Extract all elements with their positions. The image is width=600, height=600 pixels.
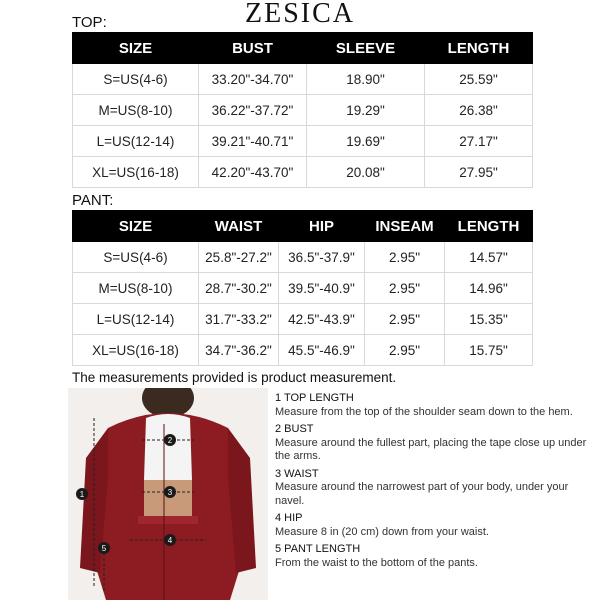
measurement-note: The measurements provided is product measurement. — [72, 370, 397, 385]
table-cell: 39.5"-40.9" — [279, 273, 365, 304]
table-row — [73, 304, 533, 335]
shorts-shape — [130, 518, 206, 600]
pant-header-size: SIZE — [73, 211, 199, 242]
legend-desc: Measure around the fullest part, placing the tape close up under the arms. — [275, 436, 587, 462]
table-cell: L=US(12-14) — [73, 126, 199, 157]
table-row — [73, 242, 533, 273]
table-cell: M=US(8-10) — [73, 95, 199, 126]
table-cell: S=US(4-6) — [73, 64, 199, 95]
marker-5 — [98, 542, 110, 554]
table-row — [73, 64, 533, 95]
table-cell: M=US(8-10) — [73, 273, 199, 304]
table-row — [73, 273, 533, 304]
table-cell: 33.20"-34.70" — [199, 64, 307, 95]
legend-desc: Measure around the narrowest part of your body, under your navel. — [275, 481, 569, 507]
table-row — [73, 126, 533, 157]
table-cell: 27.95" — [425, 157, 533, 188]
table-cell: 42.20"-43.70" — [199, 157, 307, 188]
waistband-shape — [138, 516, 198, 524]
table-cell: 45.5"-46.9" — [279, 335, 365, 366]
legend-item — [275, 423, 595, 464]
legend-desc: Measure 8 in (20 cm) down from your waist. — [275, 525, 489, 538]
marker-2 — [164, 434, 176, 446]
top-section-label: TOP: — [72, 14, 107, 31]
table-cell: 15.75" — [445, 335, 533, 366]
legend-title: 3 WAIST — [275, 467, 319, 480]
legend-title: 1 TOP LENGTH — [275, 392, 354, 404]
table-cell: 2.95" — [365, 335, 445, 366]
table-cell: 39.21"-40.71" — [199, 126, 307, 157]
table-cell: XL=US(16-18) — [73, 157, 199, 188]
legend-item — [275, 392, 595, 419]
table-cell: 36.5"-37.9" — [279, 242, 365, 273]
top-header-sleeve: SLEEVE — [307, 33, 425, 64]
legend-title: 5 PANT LENGTH — [275, 543, 361, 555]
svg-text:5: 5 — [101, 544, 107, 553]
table-cell: 31.7"-33.2" — [199, 304, 279, 335]
model-illustration — [68, 388, 268, 600]
legend-title: 4 HIP — [275, 512, 303, 524]
top-header-length: LENGTH — [425, 33, 533, 64]
legend-desc: Measure from the top of the shoulder seam down to the hem. — [275, 405, 573, 418]
legend-item — [275, 543, 595, 570]
crop-top-shape — [144, 414, 192, 480]
table-cell: 20.08" — [307, 157, 425, 188]
table-cell: 27.17" — [425, 126, 533, 157]
table-cell: 34.7"-36.2" — [199, 335, 279, 366]
pant-section-label: PANT: — [72, 192, 114, 209]
measurement-legend — [275, 392, 595, 574]
top-size-table — [72, 32, 533, 188]
midriff-shape — [144, 480, 192, 518]
table-cell: 19.29" — [307, 95, 425, 126]
pant-header-waist: WAIST — [199, 211, 279, 242]
table-cell: 2.95" — [365, 304, 445, 335]
legend-desc: From the waist to the bottom of the pants. — [275, 556, 478, 569]
table-row — [73, 157, 533, 188]
table-cell: 18.90" — [307, 64, 425, 95]
table-row — [73, 335, 533, 366]
table-cell: 14.96" — [445, 273, 533, 304]
pant-size-table — [72, 210, 533, 366]
table-cell: 28.7"-30.2" — [199, 273, 279, 304]
pant-header-inseam: INSEAM — [365, 211, 445, 242]
svg-text:1: 1 — [79, 490, 85, 499]
table-cell: 36.22"-37.72" — [199, 95, 307, 126]
legend-item — [275, 512, 595, 539]
brand-logo: ZESICA — [245, 0, 355, 29]
table-cell: XL=US(16-18) — [73, 335, 199, 366]
svg-text:3: 3 — [167, 488, 173, 497]
table-cell: 42.5"-43.9" — [279, 304, 365, 335]
table-cell: 26.38" — [425, 95, 533, 126]
pant-header-length: LENGTH — [445, 211, 533, 242]
top-header-size: SIZE — [73, 33, 199, 64]
table-cell: 25.59" — [425, 64, 533, 95]
table-cell: S=US(4-6) — [73, 242, 199, 273]
table-cell: 2.95" — [365, 273, 445, 304]
legend-title: 2 BUST — [275, 423, 314, 435]
table-cell: 19.69" — [307, 126, 425, 157]
model-photo — [68, 388, 268, 600]
table-cell: L=US(12-14) — [73, 304, 199, 335]
table-row — [73, 95, 533, 126]
top-header-bust: BUST — [199, 33, 307, 64]
marker-4 — [164, 534, 176, 546]
pant-header-hip: HIP — [279, 211, 365, 242]
svg-text:4: 4 — [167, 536, 173, 545]
svg-text:2: 2 — [167, 436, 173, 445]
legend-item — [275, 468, 595, 509]
table-cell: 14.57" — [445, 242, 533, 273]
marker-3 — [164, 486, 176, 498]
table-cell: 25.8"-27.2" — [199, 242, 279, 273]
marker-1 — [76, 488, 88, 500]
table-cell: 2.95" — [365, 242, 445, 273]
table-cell: 15.35" — [445, 304, 533, 335]
